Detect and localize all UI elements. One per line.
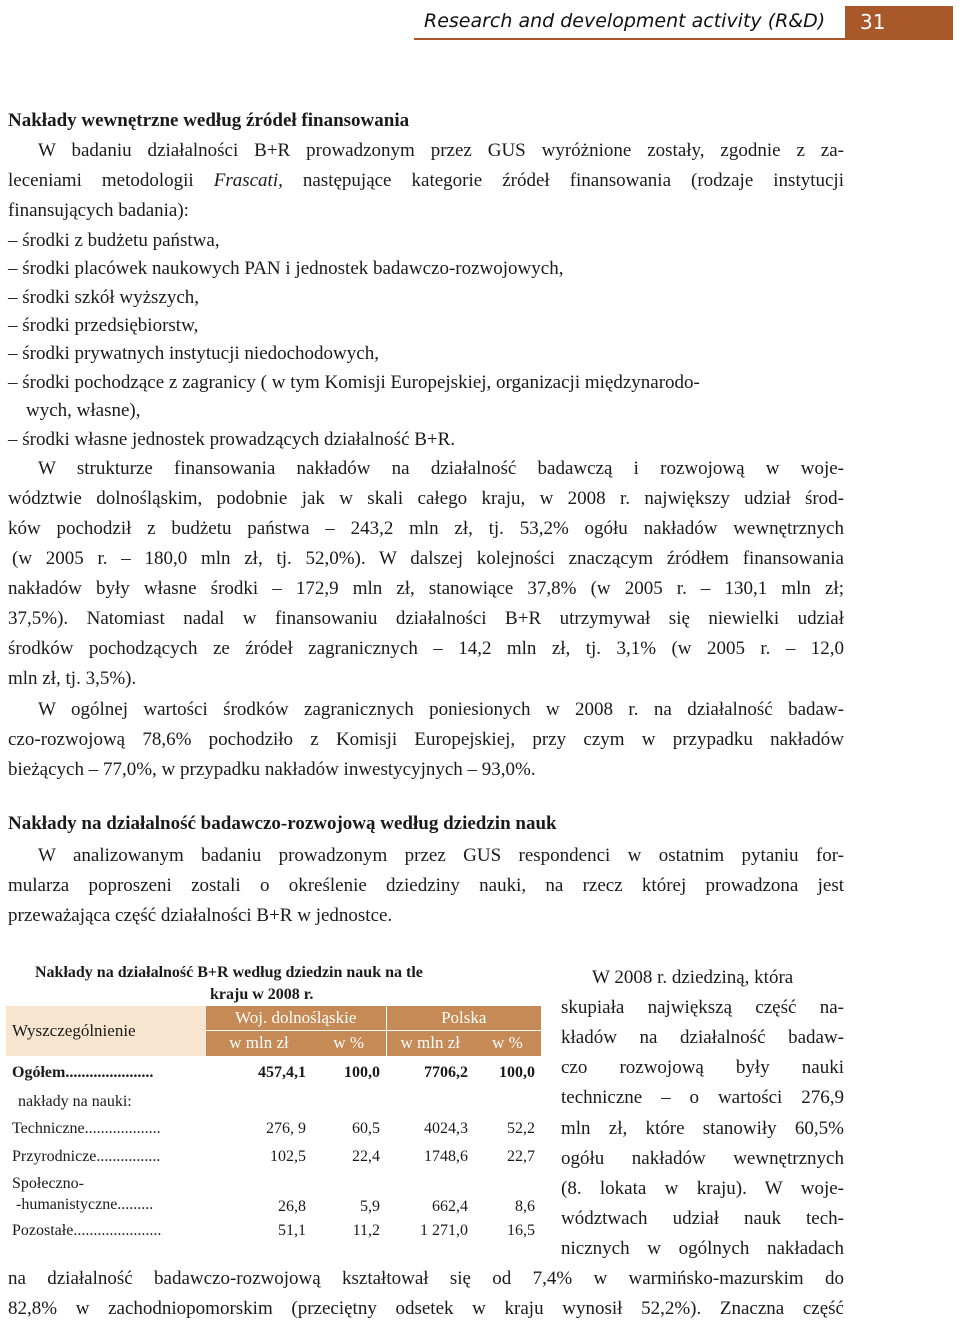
table-title-line2: kraju w 2008 r. — [210, 986, 314, 1003]
column-header-label: Wyszczególnienie — [6, 1006, 206, 1056]
cell-value: 100,0 — [499, 1064, 535, 1081]
running-header-title: Research and development activity (R&D) — [424, 10, 826, 32]
row-label: Pozostałe...................... — [12, 1222, 162, 1239]
cell-value: 51,1 — [278, 1222, 306, 1239]
bullet-item: – środki z budżetu państwa, — [8, 230, 220, 251]
column-header-percent: w % — [474, 1030, 541, 1056]
table-row — [6, 1170, 541, 1218]
section-heading-fields: Nakłady na działalność badawczo-rozwojową według dziedzin nauk — [8, 813, 557, 834]
cell-value: 22,7 — [507, 1148, 535, 1165]
bullet-item: – środki pochodzące z zagranicy ( w tym Komisji Europejskiej, organizacji międzynarodo- — [8, 372, 700, 393]
row-label: Przyrodnicze................ — [12, 1148, 161, 1165]
table-row — [6, 1090, 541, 1114]
row-label: Społeczno- -humanistyczne......... — [12, 1175, 154, 1213]
cell-value: 1748,6 — [424, 1148, 468, 1165]
cell-value: 8,6 — [515, 1198, 535, 1215]
paragraph-line: (w 2005 r. – 180,0 mln zł, tj. 52,0%). W dalszej kolejności znaczącym źródłem finansowania — [12, 548, 844, 569]
table-title: Nakłady na działalność B+R według dziedzin nauk na tle — [35, 964, 423, 981]
bullet-item-continuation: wych, własne), — [26, 400, 141, 421]
cell-value: 5,9 — [360, 1198, 380, 1215]
paragraph-line: nakładów były własne środki – 172,9 mln zł, stanowiące 37,8% (w 2005 r. – 130,1 mln zł; — [8, 578, 844, 599]
cell-value: 457,4,1 — [258, 1064, 306, 1081]
column-header-percent: w % — [312, 1030, 386, 1056]
frascati-term: Frascati, — [213, 170, 283, 191]
paragraph-line: leceniami metodologii Frascati, następujące kategorie źródeł finansowania (rodzaje instytucji — [8, 170, 844, 191]
paragraph-line: ków pochodził z budżetu państwa – 243,2 mln zł, tj. 53,2% ogółu nakładów wewnętrznych — [8, 518, 844, 539]
column-header-mln: w mln zł — [386, 1030, 474, 1056]
row-label: Ogółem...................... — [12, 1064, 154, 1081]
column-group-polska: Polska — [386, 1006, 541, 1030]
side-paragraph-line: kładów na działalność badaw- — [561, 1027, 844, 1048]
paragraph-line: środków pochodzących ze źródeł zagranicznych – 14,2 mln zł, tj. 3,1% (w 2005 r. – 12,0 — [8, 638, 844, 659]
cell-value: 100,0 — [344, 1064, 380, 1081]
column-group-dolnoslaskie: Woj. dolnośląskie — [206, 1006, 386, 1030]
cell-value: 60,5 — [352, 1120, 380, 1137]
paragraph-line: na działalność badawczo-rozwojową kształtował się od 7,4% w warmińsko-mazurskim do — [8, 1268, 844, 1289]
side-paragraph-line: W 2008 r. dziedziną, która — [592, 967, 794, 988]
fields-of-science-table — [6, 1006, 541, 1244]
cell-value: 4024,3 — [424, 1120, 468, 1137]
bullet-item: – środki prywatnych instytucji niedochodowych, — [8, 343, 379, 364]
cell-value: 662,4 — [432, 1198, 468, 1215]
table-row — [6, 1056, 541, 1090]
bullet-item: – środki szkół wyższych, — [8, 287, 200, 308]
cell-value: 22,4 — [352, 1148, 380, 1165]
paragraph-line: W analizowanym badaniu prowadzonym przez GUS respondenci w ostatnim pytaniu for- — [38, 845, 844, 866]
side-paragraph-line: nicznych w ogólnych nakładach — [561, 1238, 844, 1259]
cell-value: 16,5 — [507, 1222, 535, 1239]
paragraph-line: mularza poproszeni zostali o określenie dziedziny nauki, na rzecz której prowadzona jest — [8, 875, 844, 896]
cell-value: 11,2 — [352, 1222, 380, 1239]
table-row — [6, 1144, 541, 1170]
side-paragraph-line: czo rozwojową były nauki — [561, 1057, 844, 1078]
cell-value: 52,2 — [507, 1120, 535, 1137]
side-paragraph-line: skupiała największą część na- — [561, 997, 844, 1018]
paragraph-line: W badaniu działalności B+R prowadzonym przez GUS wyróżnione zostały, zgodnie z za- — [38, 140, 844, 161]
row-label: Techniczne................... — [12, 1120, 161, 1137]
page-number: 31 — [845, 6, 953, 38]
table-row — [6, 1218, 541, 1244]
side-paragraph-line: mln zł, które stanowiły 60,5% — [561, 1118, 844, 1139]
cell-value: 26,8 — [278, 1198, 306, 1215]
side-paragraph-line: wództwach udział nauk tech- — [561, 1208, 844, 1229]
paragraph-line: mln zł, tj. 3,5%). — [8, 668, 137, 689]
side-paragraph-line: ogółu nakładów wewnętrznych — [561, 1148, 844, 1169]
paragraph-line: bieżących – 77,0%, w przypadku nakładów inwestycyjnych – 93,0%. — [8, 759, 536, 780]
cell-value: 7706,2 — [424, 1064, 468, 1081]
paragraph-line: finansujących badania): — [8, 200, 189, 221]
paragraph-line: wództwie dolnośląskim, podobnie jak w skali całego kraju, w 2008 r. największy udział środ- — [8, 488, 844, 509]
cell-value: 1 271,0 — [420, 1222, 468, 1239]
column-header-mln: w mln zł — [206, 1030, 312, 1056]
bullet-item: – środki placówek naukowych PAN i jednostek badawczo-rozwojowych, — [8, 258, 564, 279]
cell-value: 102,5 — [270, 1148, 306, 1165]
side-paragraph-line: techniczne – o wartości 276,9 — [561, 1087, 844, 1108]
bullet-item: – środki własne jednostek prowadzących działalność B+R. — [8, 429, 456, 450]
paragraph-line: W strukturze finansowania nakładów na działalność badawczą i rozwojową w woje- — [38, 458, 844, 479]
section-heading-funding: Nakłady wewnętrzne według źródeł finansowania — [8, 110, 410, 131]
side-paragraph-line: (8. lokata w kraju). W woje- — [561, 1178, 844, 1199]
bullet-item: – środki przedsiębiorstw, — [8, 315, 199, 336]
paragraph-line: W ogólnej wartości środków zagranicznych poniesionych w 2008 r. na działalność badaw- — [38, 699, 844, 720]
paragraph-line: czo-rozwojową 78,6% pochodziło z Komisji Europejskiej, przy czym w przypadku nakładów — [8, 729, 844, 750]
paragraph-line: 37,5%). Natomiast nadal w finansowaniu działalności B+R utrzymywał się niewielki udział — [8, 608, 844, 629]
paragraph-line: przeważająca część działalności B+R w jednostce. — [8, 905, 393, 926]
row-label: nakłady na nauki: — [18, 1093, 132, 1110]
cell-value: 276, 9 — [266, 1120, 306, 1137]
table-row — [6, 1114, 541, 1144]
header-rule — [414, 38, 953, 40]
paragraph-line: 82,8% w zachodniopomorskim (przeciętny odsetek w kraju wynosił 52,2%). Znaczna część — [8, 1298, 844, 1319]
